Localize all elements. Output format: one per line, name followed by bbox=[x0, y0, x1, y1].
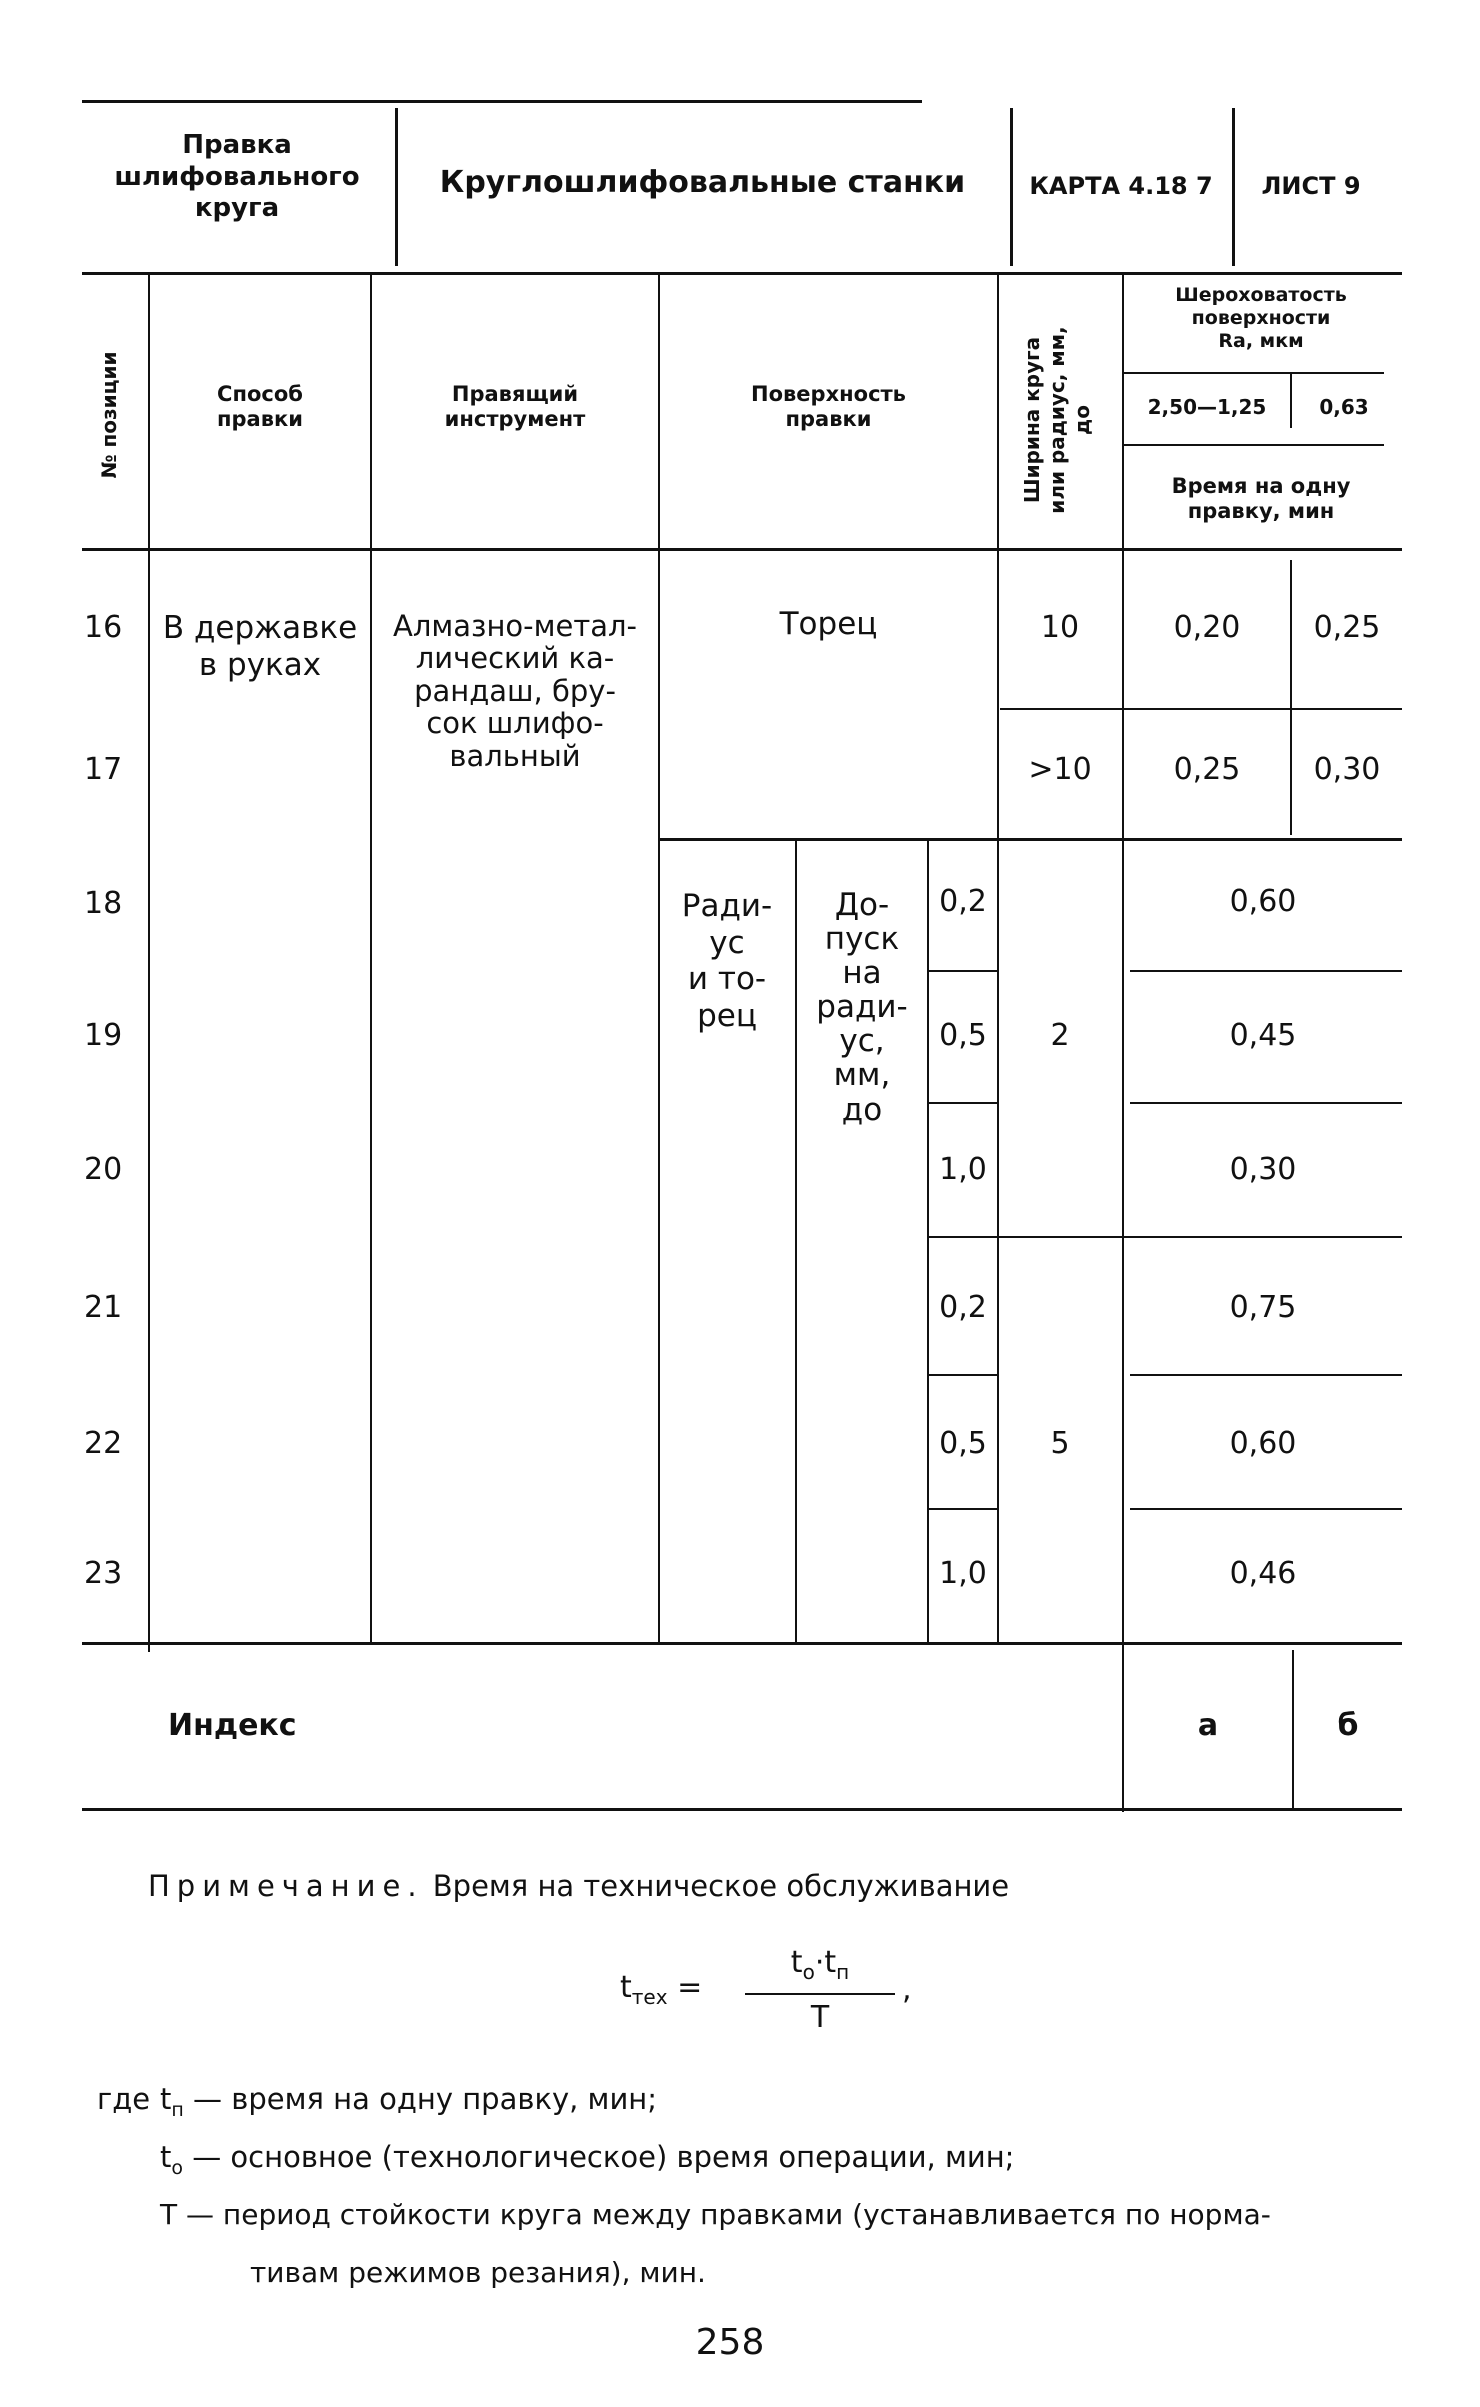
col-position-header: № позиции bbox=[97, 351, 121, 479]
table-row-pos: 21 bbox=[84, 1290, 123, 1325]
col-roughness-header: Шероховатость поверхности Ra, мкм bbox=[1175, 284, 1347, 352]
note-text: Время на техническое обслуживание bbox=[432, 1869, 1010, 1903]
roughness-a-header: 2,50—1,25 bbox=[1147, 395, 1267, 419]
vline-method bbox=[370, 272, 372, 1642]
table-row-width: >10 bbox=[1028, 752, 1092, 787]
hline-tol-19 bbox=[929, 1102, 997, 1104]
hline-tol-22 bbox=[929, 1508, 997, 1510]
vline-tolerance bbox=[927, 840, 929, 1642]
table-row-time-b: 0,30 bbox=[1313, 752, 1381, 787]
method-cell: В державке в руках bbox=[162, 610, 358, 683]
formula-numerator: $t_о\cdot t_п$ bbox=[790, 1945, 850, 1984]
hline-time-21 bbox=[1130, 1374, 1402, 1376]
header-title-left: Правка шлифовального круга bbox=[114, 130, 360, 224]
header-title-center: Круглошлифовальные станки bbox=[439, 165, 966, 200]
table-row-pos: 22 bbox=[84, 1426, 123, 1461]
table-row-pos: 18 bbox=[84, 886, 123, 921]
table-row-width: 10 bbox=[1040, 610, 1080, 645]
table-row-time-a: 0,20 bbox=[1173, 610, 1241, 645]
table-row-time-a: 0,25 bbox=[1173, 752, 1241, 787]
table-bottom-rule bbox=[82, 1808, 1402, 1811]
card-number: КАРТА 4.18 7 bbox=[1029, 172, 1213, 200]
hline-row20 bbox=[929, 1236, 1402, 1238]
definition-item: $t_п$ — время на одну правку, мин; bbox=[160, 2082, 658, 2121]
where-label: где bbox=[97, 2082, 151, 2116]
table-top-rule bbox=[82, 272, 1402, 275]
definition-item: T — период стойкости круга между правками (устанавливается по норма- bbox=[160, 2198, 1271, 2231]
col-time-header: Время на одну правку, мин bbox=[1171, 474, 1351, 524]
note-line bbox=[148, 1865, 1009, 1909]
index-a: а bbox=[1197, 1708, 1219, 1743]
tool-cell: Алмазно-метал- лический ка- рандаш, бру- сок шлифо- вальный bbox=[393, 609, 637, 773]
table-body-bottom-rule bbox=[82, 1642, 1402, 1645]
table-row-tolerance: 0,5 bbox=[939, 1018, 987, 1053]
table-row-pos: 23 bbox=[84, 1556, 123, 1591]
hline-row16 bbox=[1000, 708, 1402, 710]
vline-width bbox=[1122, 272, 1124, 1812]
table-row-pos: 20 bbox=[84, 1152, 123, 1187]
table-row-time-b: 0,25 bbox=[1313, 610, 1381, 645]
note-title: Примечание. bbox=[148, 1869, 424, 1903]
vline-surface bbox=[997, 272, 999, 1642]
formula-fraction-bar bbox=[745, 1993, 895, 1995]
table-row-pos: 16 bbox=[84, 610, 123, 645]
header-bottom-rule bbox=[82, 548, 1402, 551]
vline-radius bbox=[795, 840, 797, 1642]
hline-time-18 bbox=[1130, 970, 1402, 972]
table-row-time: 0,45 bbox=[1229, 1018, 1297, 1053]
hline-tol-18 bbox=[929, 970, 997, 972]
index-b: б bbox=[1337, 1708, 1359, 1743]
col-width-header: Ширина круга или радиус, мм, до bbox=[1020, 326, 1094, 514]
table-row-time: 0,30 bbox=[1229, 1152, 1297, 1187]
hline-time bbox=[1124, 444, 1384, 446]
vline-roughness-split bbox=[1290, 373, 1292, 428]
hline-roughness bbox=[1124, 372, 1384, 374]
col-surface-header: Поверхность правки bbox=[751, 382, 906, 432]
header-divider-1 bbox=[395, 108, 398, 266]
formula-comma: , bbox=[902, 1972, 912, 2007]
vline-pos bbox=[148, 272, 150, 1652]
table-row-time: 0,75 bbox=[1229, 1290, 1297, 1325]
definition-item: $t_о$ — основное (технологическое) время операции, мин; bbox=[160, 2140, 1015, 2179]
tolerance-cell: До- пуск на ради- ус, мм, до bbox=[816, 887, 908, 1128]
table-row-width: 5 bbox=[1050, 1426, 1070, 1461]
table-row-time: 0,46 bbox=[1229, 1556, 1297, 1591]
table-row-width: 2 bbox=[1050, 1018, 1070, 1053]
page-number: 258 bbox=[695, 2322, 765, 2363]
col-tool-header: Правящий инструмент bbox=[444, 382, 586, 432]
sheet-number: ЛИСТ 9 bbox=[1261, 172, 1361, 200]
formula-lhs: $t_{тех}$ = bbox=[620, 1970, 703, 2009]
table-row-tolerance: 0,2 bbox=[939, 1290, 987, 1325]
index-label: Индекс bbox=[168, 1708, 297, 1743]
header-divider-3 bbox=[1232, 108, 1235, 266]
vline-time-split bbox=[1290, 560, 1292, 835]
hline-time-19 bbox=[1130, 1102, 1402, 1104]
hline-row17 bbox=[660, 838, 1402, 841]
table-row-tolerance: 1,0 bbox=[939, 1556, 987, 1591]
definition-continuation: тивам режимов резания), мин. bbox=[250, 2256, 706, 2289]
hline-tol-21 bbox=[929, 1374, 997, 1376]
vline-tool bbox=[658, 272, 660, 1642]
col-method-header: Способ правки bbox=[217, 382, 303, 432]
table-row-tolerance: 0,2 bbox=[939, 884, 987, 919]
vline-index-split bbox=[1292, 1650, 1294, 1810]
top-rule bbox=[82, 100, 922, 103]
formula-denominator: T bbox=[810, 2000, 830, 2035]
face-cell: Торец bbox=[779, 606, 878, 642]
roughness-b-header: 0,63 bbox=[1319, 395, 1369, 419]
hline-time-22 bbox=[1130, 1508, 1402, 1510]
table-row-tolerance: 1,0 bbox=[939, 1152, 987, 1187]
table-row-time: 0,60 bbox=[1229, 1426, 1297, 1461]
table-row-pos: 17 bbox=[84, 752, 123, 787]
table-row-pos: 19 bbox=[84, 1018, 123, 1053]
radius-face-cell: Ради- ус и то- рец bbox=[681, 888, 773, 1034]
table-row-time: 0,60 bbox=[1229, 884, 1297, 919]
table-row-tolerance: 0,5 bbox=[939, 1426, 987, 1461]
